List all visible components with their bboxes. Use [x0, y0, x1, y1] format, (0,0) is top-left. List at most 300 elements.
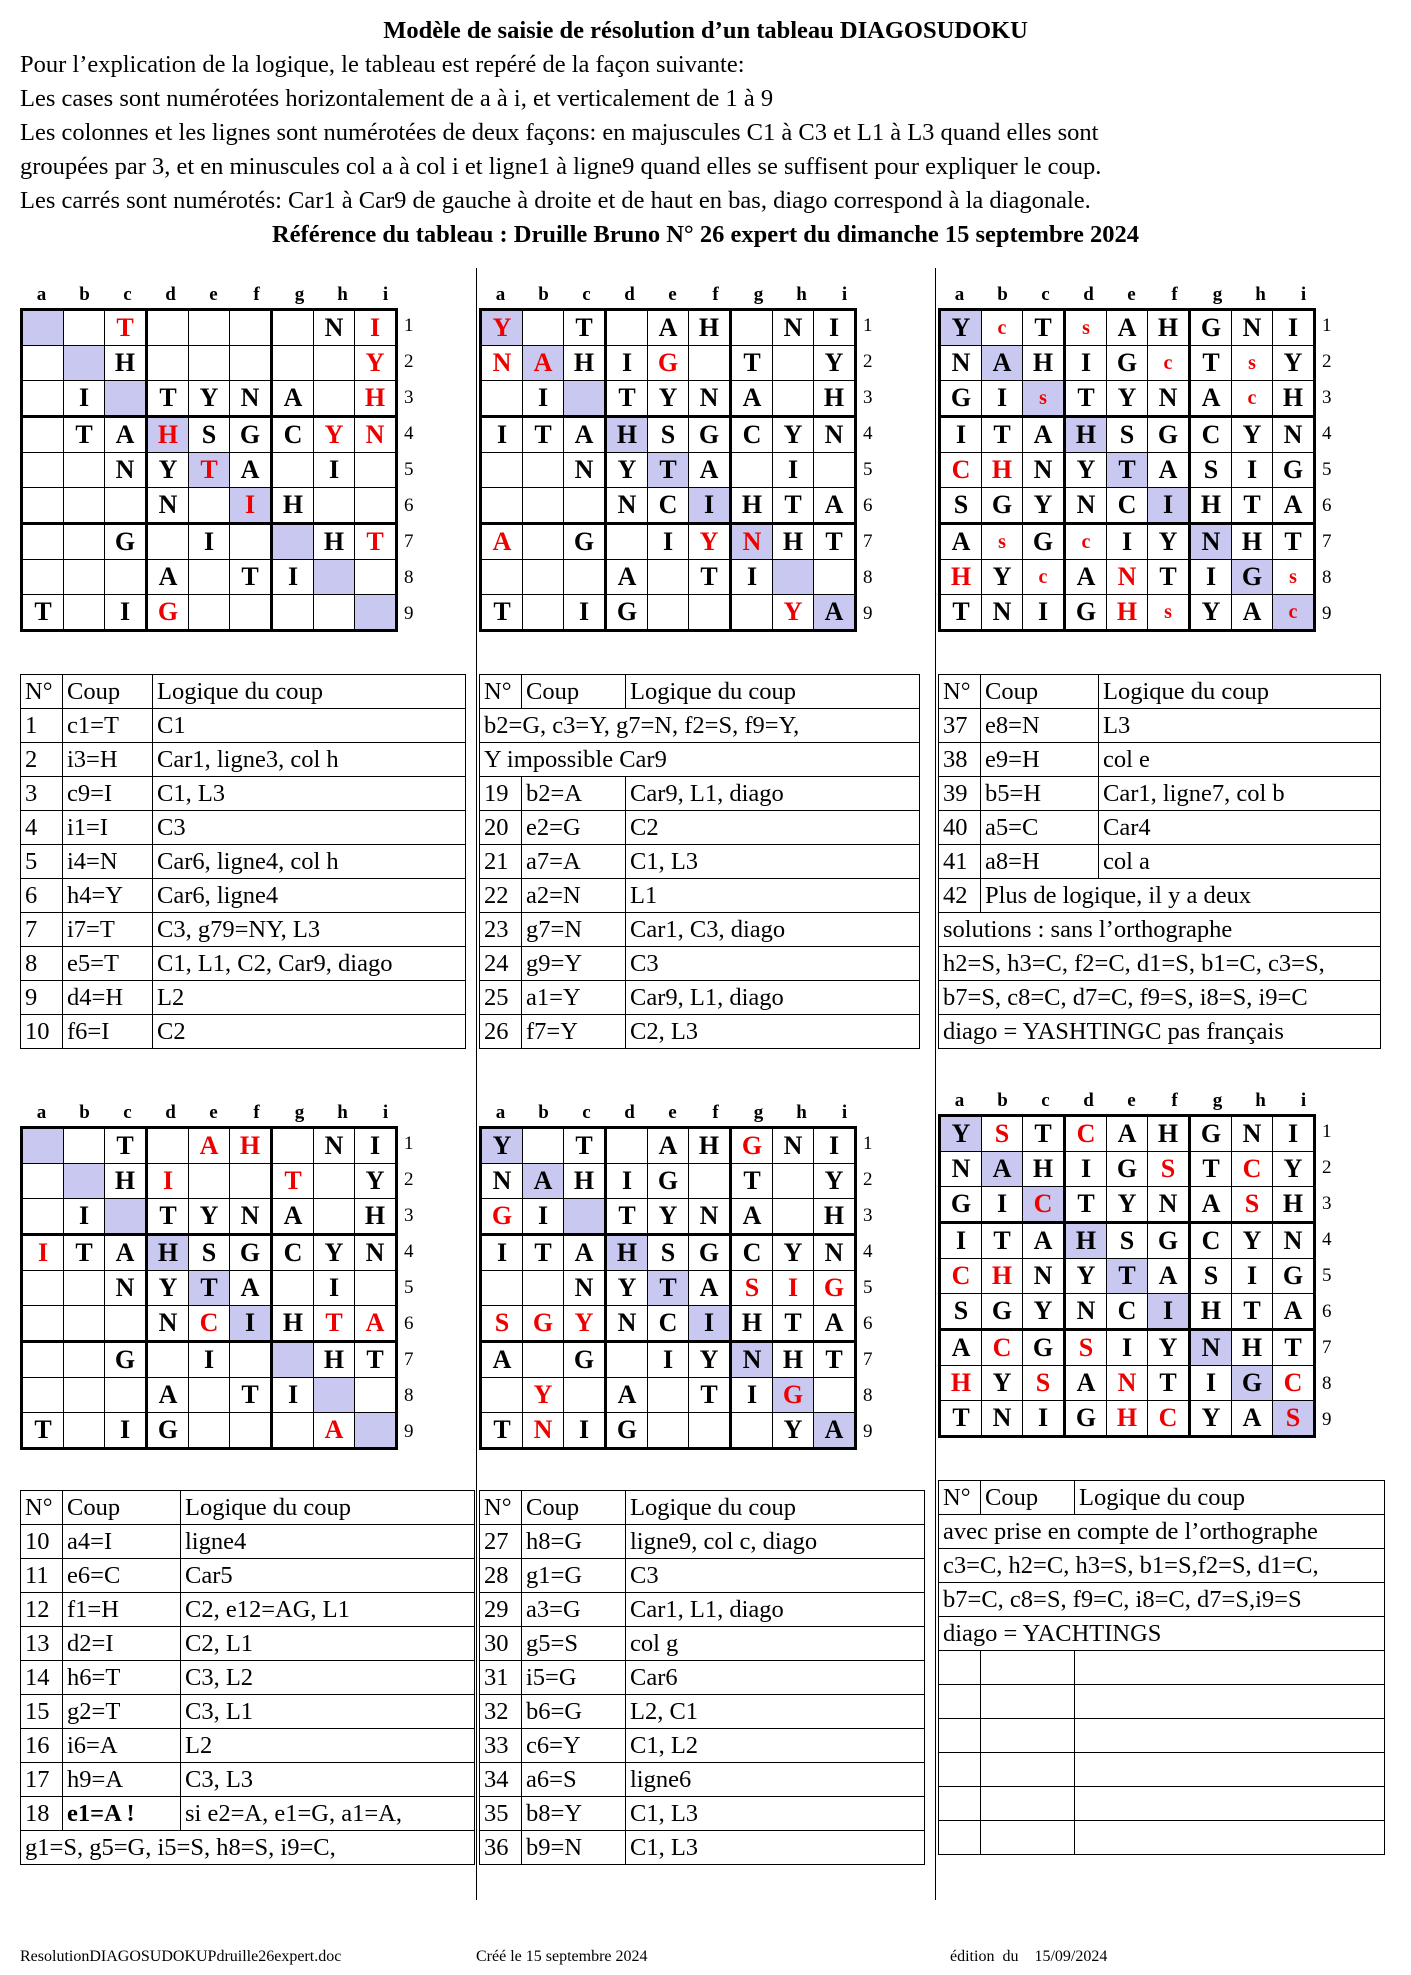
- grid-cell: Y: [564, 1306, 606, 1342]
- log-num: 8: [21, 947, 63, 981]
- grid-cell: H: [147, 417, 189, 453]
- sudoku-grid-3: [938, 282, 1341, 632]
- log-logic: C3: [626, 1559, 925, 1593]
- grid-cell: C: [648, 1306, 689, 1342]
- grid-cell: C: [1273, 1366, 1315, 1401]
- log-num: 11: [21, 1559, 63, 1593]
- grid-cell: I: [230, 488, 272, 524]
- column-labels: [20, 1100, 423, 1126]
- grid-cell: S: [189, 417, 230, 453]
- grid-cell: S: [481, 1306, 523, 1342]
- grid-cell: H: [982, 1259, 1023, 1294]
- grid-cell: N: [940, 1152, 982, 1187]
- grid-cell: A: [230, 453, 272, 488]
- grid-cell: [272, 1271, 314, 1306]
- grid-cell: [689, 346, 731, 381]
- page-title: Modèle de saisie de résolution d’un tableau DIAGOSUDOKU: [383, 17, 1028, 44]
- row-label: 2: [1322, 1157, 1332, 1178]
- grid-cell: I: [105, 595, 147, 631]
- grid-cell: [773, 346, 814, 381]
- grid-cell: A: [564, 417, 606, 453]
- grid-cell: T: [523, 417, 564, 453]
- row-label: 3: [404, 1205, 414, 1226]
- log-header-row: [480, 1491, 925, 1525]
- column-label: d: [1083, 1090, 1094, 1111]
- log-row: [21, 1627, 475, 1661]
- grid-cell: I: [1273, 310, 1315, 346]
- grid-cell: [689, 595, 731, 631]
- row-labels: [863, 1126, 873, 1450]
- log-move: g5=S: [522, 1627, 626, 1661]
- column-label: f: [253, 284, 260, 305]
- grid-cell: s: [1065, 310, 1107, 346]
- log-row: [480, 1797, 925, 1831]
- log-row: [939, 709, 1381, 743]
- log-row: [21, 1015, 466, 1049]
- grid-cell: s: [1023, 381, 1065, 417]
- row-label: 2: [404, 1169, 414, 1190]
- grid-cell: T: [648, 1271, 689, 1306]
- column-label: e: [668, 284, 677, 305]
- grid-cell: [314, 1164, 355, 1199]
- log-num: 15: [21, 1695, 63, 1729]
- grid-cell: T: [1190, 346, 1232, 381]
- grid-cell: A: [1107, 1116, 1148, 1152]
- log-header-row: [939, 675, 1381, 709]
- log-header-row: [21, 675, 466, 709]
- grid-cell: A: [564, 1235, 606, 1271]
- grid-cell: [22, 524, 64, 560]
- grid-cell: I: [355, 310, 397, 346]
- log-num: 18: [21, 1797, 63, 1831]
- grid-cell: I: [355, 1128, 397, 1164]
- grid-cell: [189, 560, 230, 595]
- grid-cell: Y: [1023, 488, 1065, 524]
- grid-cell: I: [648, 1342, 689, 1378]
- grid-cell: Y: [1148, 524, 1190, 560]
- row-label: 8: [863, 567, 873, 588]
- log-logic: C1, L3: [626, 845, 920, 879]
- grid-cell: Y: [1273, 1152, 1315, 1187]
- log-move: i4=N: [63, 845, 153, 879]
- grid-cell: Y: [1023, 1294, 1065, 1330]
- grid-cell: C: [940, 1259, 982, 1294]
- grid-cell: [731, 595, 773, 631]
- grid-cell: [189, 1164, 230, 1199]
- column-label: c: [1041, 284, 1050, 305]
- log-header-row: [21, 1491, 475, 1525]
- grid-cell: N: [1107, 560, 1148, 595]
- grid-cell: [147, 1128, 189, 1164]
- log-logic: C3: [153, 811, 466, 845]
- grid-cell: I: [648, 524, 689, 560]
- log-logic: L2, C1: [626, 1695, 925, 1729]
- log-header-num: N°: [939, 1481, 981, 1515]
- row-label: 5: [404, 459, 414, 480]
- grid-cell: Y: [689, 524, 731, 560]
- grid-cell: I: [189, 524, 230, 560]
- log-logic: [1075, 1821, 1385, 1855]
- grid-cell: Y: [147, 1271, 189, 1306]
- log-num: 22: [480, 879, 522, 913]
- column-label: b: [997, 284, 1008, 305]
- column-label: i: [841, 284, 848, 305]
- grid-cell: I: [1107, 1330, 1148, 1366]
- grid-cell: N: [814, 417, 856, 453]
- grid-cell: G: [105, 524, 147, 560]
- grid-cell: Y: [1148, 1330, 1190, 1366]
- grid-cell: A: [147, 1378, 189, 1413]
- grid-cell: G: [1023, 1330, 1065, 1366]
- grid-cell: [22, 1164, 64, 1199]
- grid-cell: Y: [1232, 417, 1273, 453]
- grid-cell: G: [1273, 453, 1315, 488]
- log-header-logique: Logique du coup: [1075, 1481, 1385, 1515]
- grid-cell: [189, 310, 230, 346]
- grid-cell: [272, 310, 314, 346]
- grid-cell: I: [814, 1128, 856, 1164]
- grid-cell: c: [982, 310, 1023, 346]
- grid-cell: Y: [355, 1164, 397, 1199]
- log-logic: Car1, L1, diago: [626, 1593, 925, 1627]
- grid-cell: H: [1107, 595, 1148, 631]
- grid-cell: [64, 346, 105, 381]
- log-header-logique: Logique du coup: [626, 1491, 925, 1525]
- log-logic: C1, L3: [153, 777, 466, 811]
- grid-cell: T: [1273, 1330, 1315, 1366]
- grid-cell: T: [606, 1199, 648, 1235]
- log-logic: C2: [153, 1015, 466, 1049]
- column-label: d: [165, 284, 176, 305]
- grid-cell: [481, 488, 523, 524]
- grid-cell: I: [189, 1342, 230, 1378]
- log-num: 17: [21, 1763, 63, 1797]
- log-row: [939, 1583, 1385, 1617]
- grid-cell: G: [940, 381, 982, 417]
- grid-cell: [105, 1306, 147, 1342]
- grid-cell: G: [564, 1342, 606, 1378]
- grid-cell: [481, 381, 523, 417]
- grid-cell: [606, 524, 648, 560]
- grid-cell: G: [689, 417, 731, 453]
- grid-cell: S: [940, 1294, 982, 1330]
- log-row: [939, 811, 1381, 845]
- grid-cell: [22, 381, 64, 417]
- log-logic: [1075, 1651, 1385, 1685]
- grid-cell: c: [1023, 560, 1065, 595]
- log-move: d4=H: [63, 981, 153, 1015]
- log-move: h4=Y: [63, 879, 153, 913]
- column-label: g: [1212, 1090, 1223, 1111]
- grid-cell: A: [731, 1199, 773, 1235]
- grid-cell: H: [814, 1199, 856, 1235]
- grid-cell: [230, 310, 272, 346]
- column-divider-1: [476, 268, 477, 1900]
- grid-cell: I: [564, 595, 606, 631]
- column-label: f: [712, 1102, 719, 1123]
- grid-cell: Y: [606, 453, 648, 488]
- grid-cell: N: [147, 488, 189, 524]
- log-note: diago = YASHTINGC pas français: [939, 1015, 1381, 1049]
- log-row: [480, 1763, 925, 1797]
- log-row: [480, 1015, 920, 1049]
- column-label: i: [1300, 1090, 1307, 1111]
- log-logic: L1: [626, 879, 920, 913]
- grid-cell: H: [1023, 346, 1065, 381]
- log-logic: Car9, L1, diago: [626, 777, 920, 811]
- row-label: 4: [1322, 423, 1332, 444]
- grid-cell: H: [1148, 1116, 1190, 1152]
- grid-cell: [147, 524, 189, 560]
- log-header-logique: Logique du coup: [1099, 675, 1381, 709]
- row-label: 2: [404, 351, 414, 372]
- grid-cell: [564, 560, 606, 595]
- grid-cell: [773, 560, 814, 595]
- log-move: f6=I: [63, 1015, 153, 1049]
- log-move: g7=N: [522, 913, 626, 947]
- grid-cell: A: [1148, 1259, 1190, 1294]
- grid-cell: H: [606, 417, 648, 453]
- log-row: [939, 947, 1381, 981]
- row-label: 4: [404, 1241, 414, 1262]
- grid-cell: A: [189, 1128, 230, 1164]
- grid-cell: N: [982, 1401, 1023, 1437]
- log-move: i7=T: [63, 913, 153, 947]
- log-num: 5: [21, 845, 63, 879]
- grid-cell: N: [355, 417, 397, 453]
- log-row: [480, 981, 920, 1015]
- log-row: [480, 1627, 925, 1661]
- grid-cell: G: [648, 346, 689, 381]
- column-label: g: [753, 1102, 764, 1123]
- log-move: [981, 1753, 1075, 1787]
- column-label: f: [253, 1102, 260, 1123]
- grid-cell: S: [648, 1235, 689, 1271]
- grid-cell: H: [105, 346, 147, 381]
- log-num: 3: [21, 777, 63, 811]
- grid-cell: [814, 560, 856, 595]
- grid-cell: [523, 310, 564, 346]
- grid-cell: [314, 346, 355, 381]
- column-label: a: [36, 284, 47, 305]
- grid-cell: T: [22, 1413, 64, 1449]
- grid-cell: H: [314, 524, 355, 560]
- grid-cell: T: [940, 1401, 982, 1437]
- log-row: [21, 1797, 475, 1831]
- row-label: 9: [404, 1421, 414, 1442]
- grid-cell: C: [272, 417, 314, 453]
- grid-cell: N: [606, 1306, 648, 1342]
- grid-cell: [773, 1164, 814, 1199]
- grid-cell: I: [1232, 1259, 1273, 1294]
- column-label: e: [209, 1102, 218, 1123]
- grid-cell: [523, 524, 564, 560]
- grid-cell: Y: [1232, 1223, 1273, 1259]
- row-label: 1: [1322, 1121, 1332, 1142]
- move-log-5: [479, 1490, 925, 1865]
- log-logic: L2: [181, 1729, 475, 1763]
- log-move: a7=A: [522, 845, 626, 879]
- grid-cell: N: [1232, 310, 1273, 346]
- log-logic: Car6, ligne4: [153, 879, 466, 913]
- grid-cell: S: [982, 1116, 1023, 1152]
- grid-cell: N: [105, 453, 147, 488]
- grid-cell: G: [147, 595, 189, 631]
- grid-cell: N: [314, 310, 355, 346]
- log-num: 30: [480, 1627, 522, 1661]
- grid-cell: H: [1190, 488, 1232, 524]
- log-note: Y impossible Car9: [480, 743, 920, 777]
- grid-cell: Y: [982, 560, 1023, 595]
- grid-cell: [22, 488, 64, 524]
- grid-cell: C: [272, 1235, 314, 1271]
- grid-cell: A: [1232, 1401, 1273, 1437]
- grid-cell: [22, 417, 64, 453]
- log-logic: Car4: [1099, 811, 1381, 845]
- grid-cell: A: [648, 1128, 689, 1164]
- grid-cell: S: [1065, 1330, 1107, 1366]
- grid-cell: N: [355, 1235, 397, 1271]
- row-label: 4: [863, 1241, 873, 1262]
- log-note: g1=S, g5=G, i5=S, h8=S, i9=C,: [21, 1831, 475, 1865]
- column-divider-2: [935, 268, 936, 1900]
- log-move: h8=G: [522, 1525, 626, 1559]
- grid-cell: I: [1148, 1294, 1190, 1330]
- row-label: 3: [404, 387, 414, 408]
- grid-cell: A: [648, 310, 689, 346]
- log-move: f7=Y: [522, 1015, 626, 1049]
- grid-cell: I: [689, 1306, 731, 1342]
- row-label: 5: [1322, 459, 1332, 480]
- log-move: [981, 1651, 1075, 1685]
- grid-cell: I: [1023, 1401, 1065, 1437]
- log-logic: Car1, ligne3, col h: [153, 743, 466, 777]
- grid-cell: C: [1148, 1401, 1190, 1437]
- grid-cell: G: [1107, 346, 1148, 381]
- row-label: 1: [863, 1133, 873, 1154]
- log-num: 41: [939, 845, 981, 879]
- intro-line-4: groupées par 3, et en minuscules col a à col i et ligne1 à ligne9 quand elles se suffisent pour expliquer le coup.: [20, 153, 1102, 180]
- grid-cell: [564, 488, 606, 524]
- grid-cell: [272, 524, 314, 560]
- grid-cell: T: [689, 1378, 731, 1413]
- grid-cell: G: [1065, 1401, 1107, 1437]
- log-row: [21, 845, 466, 879]
- grid-cell: T: [272, 1164, 314, 1199]
- grid-cell: [272, 346, 314, 381]
- log-row: [939, 1753, 1385, 1787]
- row-label: 9: [863, 603, 873, 624]
- grid-cell: H: [272, 1306, 314, 1342]
- intro-line-3: Les colonnes et les lignes sont numérotées de deux façons: en majuscules C1 à C3 et L1 à L3 quand elles sont: [20, 119, 1099, 146]
- log-header-logique: Logique du coup: [153, 675, 466, 709]
- log-move: a8=H: [981, 845, 1099, 879]
- grid-cell: G: [564, 524, 606, 560]
- grid-cell: [481, 560, 523, 595]
- grid-cell: C: [731, 1235, 773, 1271]
- log-logic: C2: [626, 811, 920, 845]
- row-label: 3: [863, 1205, 873, 1226]
- log-move: g2=T: [63, 1695, 181, 1729]
- grid-cell: Y: [523, 1378, 564, 1413]
- log-move: g9=Y: [522, 947, 626, 981]
- grid-cell: [147, 1342, 189, 1378]
- log-row: [480, 1729, 925, 1763]
- grid-cell: T: [1065, 1187, 1107, 1223]
- grid-cell: T: [355, 1342, 397, 1378]
- row-label: 8: [863, 1385, 873, 1406]
- log-move: e6=C: [63, 1559, 181, 1593]
- grid-cell: Y: [1065, 1259, 1107, 1294]
- grid-cell: N: [689, 1199, 731, 1235]
- log-header-coup: Coup: [981, 1481, 1075, 1515]
- grid-cell: I: [1023, 595, 1065, 631]
- row-label: 9: [1322, 603, 1332, 624]
- log-logic: C3, g79=NY, L3: [153, 913, 466, 947]
- grid-cell: T: [64, 417, 105, 453]
- grid-cell: Y: [773, 595, 814, 631]
- row-label: 6: [863, 1313, 873, 1334]
- log-row: [939, 1617, 1385, 1651]
- log-move: g1=G: [522, 1559, 626, 1593]
- log-logic: [1075, 1685, 1385, 1719]
- grid-cell: [689, 1164, 731, 1199]
- grid-cell: [564, 1199, 606, 1235]
- grid-cell: N: [689, 381, 731, 417]
- grid-cell: Y: [481, 310, 523, 346]
- log-logic: C3, L1: [181, 1695, 475, 1729]
- grid-cell: N: [230, 1199, 272, 1235]
- grid-cell: I: [1065, 346, 1107, 381]
- log-num: 20: [480, 811, 522, 845]
- grid-cell: H: [1065, 1223, 1107, 1259]
- grid-cell: [230, 1342, 272, 1378]
- grid-cell: A: [982, 1152, 1023, 1187]
- grid-cell: [105, 381, 147, 417]
- grid-cell: S: [1232, 1187, 1273, 1223]
- grid-cell: H: [1190, 1294, 1232, 1330]
- grid-cell: A: [272, 381, 314, 417]
- grid-cell: Y: [814, 346, 856, 381]
- grid-cell: Y: [1190, 1401, 1232, 1437]
- grid-cell: N: [1107, 1366, 1148, 1401]
- log-num: 24: [480, 947, 522, 981]
- grid-cell: N: [1065, 1294, 1107, 1330]
- log-row: [21, 1729, 475, 1763]
- grid-cell: T: [773, 488, 814, 524]
- grid-cell: I: [272, 1378, 314, 1413]
- grid-cell: Y: [773, 1413, 814, 1449]
- grid-cell: H: [773, 1342, 814, 1378]
- log-logic: C2, e12=AG, L1: [181, 1593, 475, 1627]
- column-label: a: [954, 284, 965, 305]
- grid-cell: Y: [189, 1199, 230, 1235]
- log-header-num: N°: [21, 1491, 63, 1525]
- row-label: 2: [1322, 351, 1332, 372]
- sudoku-grid-1: [20, 282, 423, 632]
- grid-cell: G: [230, 417, 272, 453]
- grid-cell: H: [1232, 524, 1273, 560]
- grid-cell: Y: [606, 1271, 648, 1306]
- grid-cell: A: [1065, 560, 1107, 595]
- grid-cell: [22, 1378, 64, 1413]
- grid-cell: [523, 1271, 564, 1306]
- grid-cell: A: [1273, 488, 1315, 524]
- log-logic: C1, L1, C2, Car9, diago: [153, 947, 466, 981]
- grid-cell: A: [1190, 1187, 1232, 1223]
- grid-cell: I: [481, 1235, 523, 1271]
- log-move: c6=Y: [522, 1729, 626, 1763]
